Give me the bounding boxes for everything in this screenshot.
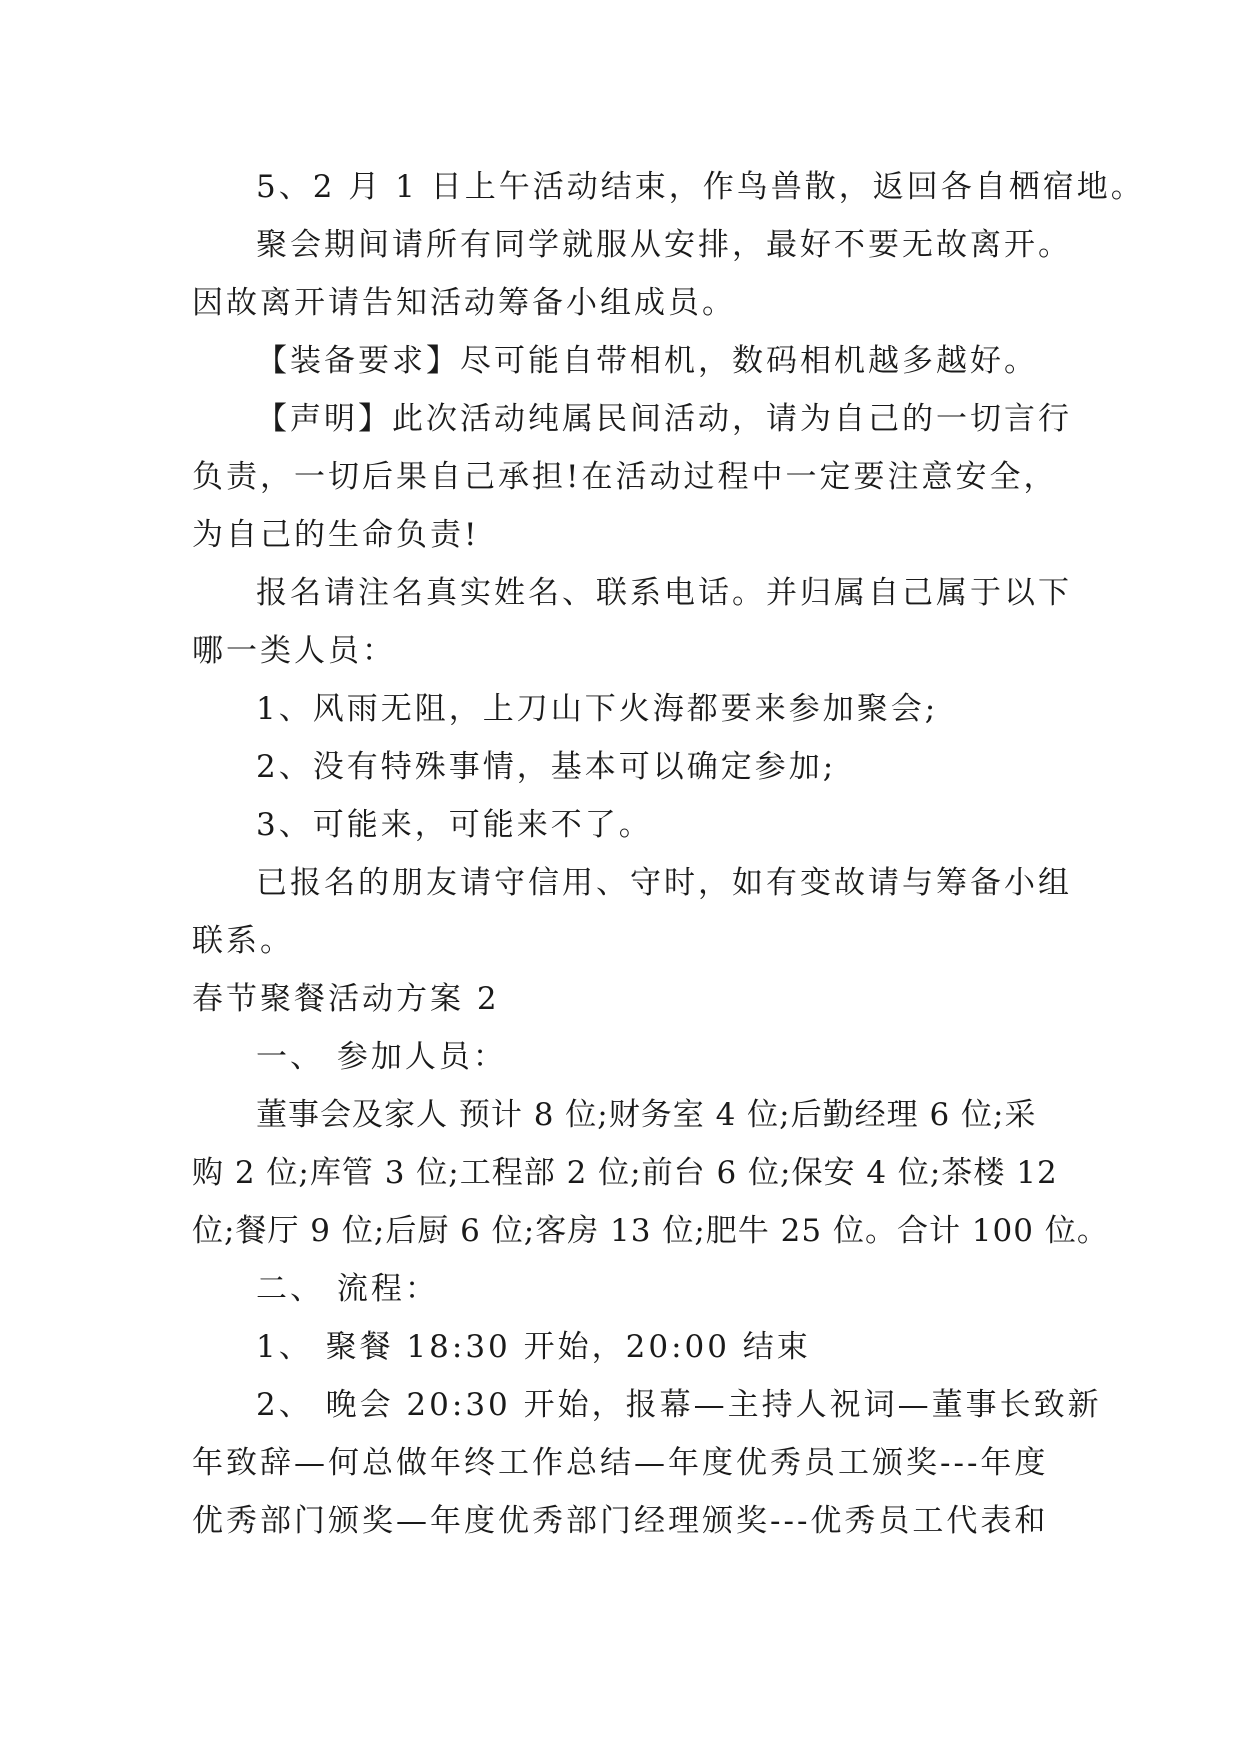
paragraph-line: 位;餐厅 9 位;后厨 6 位;客房 13 位;肥牛 25 位。合计 100 位。	[192, 1213, 1109, 1249]
document-body	[192, 158, 1145, 1550]
paragraph-line: 为自己的生命负责!	[192, 517, 480, 553]
paragraph-line: 购 2 位;库管 3 位;工程部 2 位;前台 6 位;保安 4 位;茶楼 12	[192, 1155, 1058, 1191]
paragraph-line: 哪一类人员：	[192, 633, 396, 669]
paragraph-line: 【装备要求】尽可能自带相机，数码相机越多越好。	[256, 343, 1038, 379]
paragraph-line: 已报名的朋友请守信用、守时，如有变故请与筹备小组	[256, 865, 1072, 901]
section-heading: 春节聚餐活动方案 2	[192, 981, 500, 1017]
paragraph-line: 聚会期间请所有同学就服从安排，最好不要无故离开。	[256, 227, 1072, 263]
paragraph-line: 董事会及家人 预计 8 位;财务室 4 位;后勤经理 6 位;采	[256, 1097, 1037, 1133]
section-subheading: 一、 参加人员：	[256, 1039, 507, 1075]
list-item: 2、没有特殊事情，基本可以确定参加;	[256, 749, 837, 785]
paragraph-line: 优秀部门颁奖—年度优秀部门经理颁奖---优秀员工代表和	[192, 1503, 1049, 1539]
paragraph-line: 报名请注名真实姓名、联系电话。并归属自己属于以下	[256, 575, 1072, 611]
list-item: 3、可能来，可能来不了。	[256, 807, 653, 843]
list-item: 1、风雨无阻，上刀山下火海都要来参加聚会;	[256, 691, 939, 727]
paragraph-line: 联系。	[192, 923, 294, 959]
paragraph-line: 5、2 月 1 日上午活动结束，作鸟兽散，返回各自栖宿地。	[256, 169, 1145, 205]
paragraph-line: 年致辞—何总做年终工作总结—年度优秀员工颁奖---年度	[192, 1445, 1049, 1481]
list-item: 1、 聚餐 18:30 开始，20:00 结束	[256, 1329, 811, 1365]
paragraph-line: 因故离开请告知活动筹备小组成员。	[192, 285, 736, 321]
paragraph-line: 【声明】此次活动纯属民间活动，请为自己的一切言行	[256, 401, 1072, 437]
paragraph-line: 负责，一切后果自己承担!在活动过程中一定要注意安全，	[192, 459, 1058, 495]
section-subheading: 二、 流程：	[256, 1271, 439, 1307]
list-item: 2、 晚会 20:30 开始，报幕—主持人祝词—董事长致新	[256, 1387, 1102, 1423]
